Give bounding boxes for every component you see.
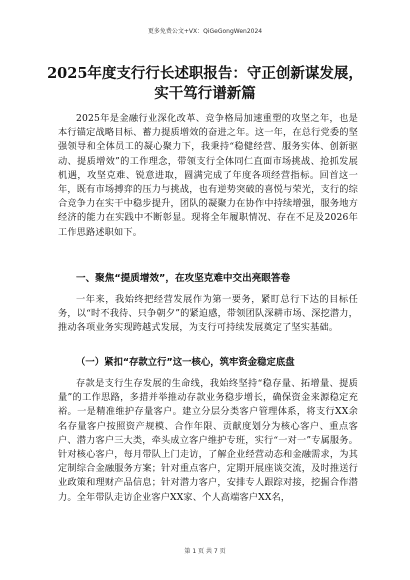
- section-heading-1: 一、聚焦“提质增效”，在攻坚克难中交出亮眼答卷: [76, 273, 291, 284]
- intro-paragraph: 2025年是金融行业深化改革、竞争格局加速重塑的攻坚之年，也是本行锚定战略目标、蓄力提质增效的奋进之年。这一年，在总行党委的坚强领导和全体员工的凝心聚力下，我秉持“稳健经营、服务实体、创新驱动、提质增效”的工作理念，带领支行全体同仁直面市场挑战、抢抓发展机遇，攻坚克难、锐意进取，圆满完成了年度各项经营指标。回首这一年，既有市场搏弈的压力与挑战，也有逆势突破的喜悦与荣光，支行的综合竞争力在实干中稳步提升，团队的凝聚力在协作中持续增强，服务地方经济的能力在实践中不断彰显。现将全年履职情况、存在不足及2026年工作思路述职如下。: [58, 113, 358, 238]
- page-title: [40, 64, 370, 104]
- subsection-1-paragraph: 存款是支行生存发展的生命线，我始终坚持“稳存量、拓增量、提质量”的工作思路，多措并举推动存款业务稳步增长，确保资金来源稳定充裕。一是精准维护存量客户。建立分层分类客户管理体系，将支行XX余名存量客户按照资产规模、合作年限、贡献度划分为核心客户、重点客户、潜力客户三大类，牵头成立客户维护专班，实行“一对一”专属服务。针对核心客户，每月带队上门走访，了解企业经营动态和金融需求，为其定制综合金融服务方案；针对重点客户，定期开展座谈交流，及时推送行业政策和理财产品信息；针对潜力客户，安排专人跟踪对接，挖掘合作潜力。全年带队走访企业客户XX家、个人高端客户XX名，: [58, 378, 358, 503]
- subsection-heading-1: （一）紧扣“存款立行”这一核心，筑牢资金稳定底盘: [76, 357, 295, 368]
- header-note: 更多免费公文+VX：QiGeGongWen2024: [147, 28, 263, 35]
- page-footer: 第 1 页 共 7 页: [184, 548, 226, 555]
- title-line-2: 实干笃行谱新篇: [154, 85, 256, 102]
- title-line-1: 2025年度支行行长述职报告：守正创新谋发展，: [47, 65, 363, 82]
- section-1-paragraph: 一年来，我始终把经营发展作为第一要务，紧盯总行下达的目标任务，以“时不我待、只争朝夕”的紧迫感，带领团队深耕市场、深挖潜力，推动各项业务实现跨越式发展，为支行可持续发展奠定了坚实基础。: [58, 294, 358, 334]
